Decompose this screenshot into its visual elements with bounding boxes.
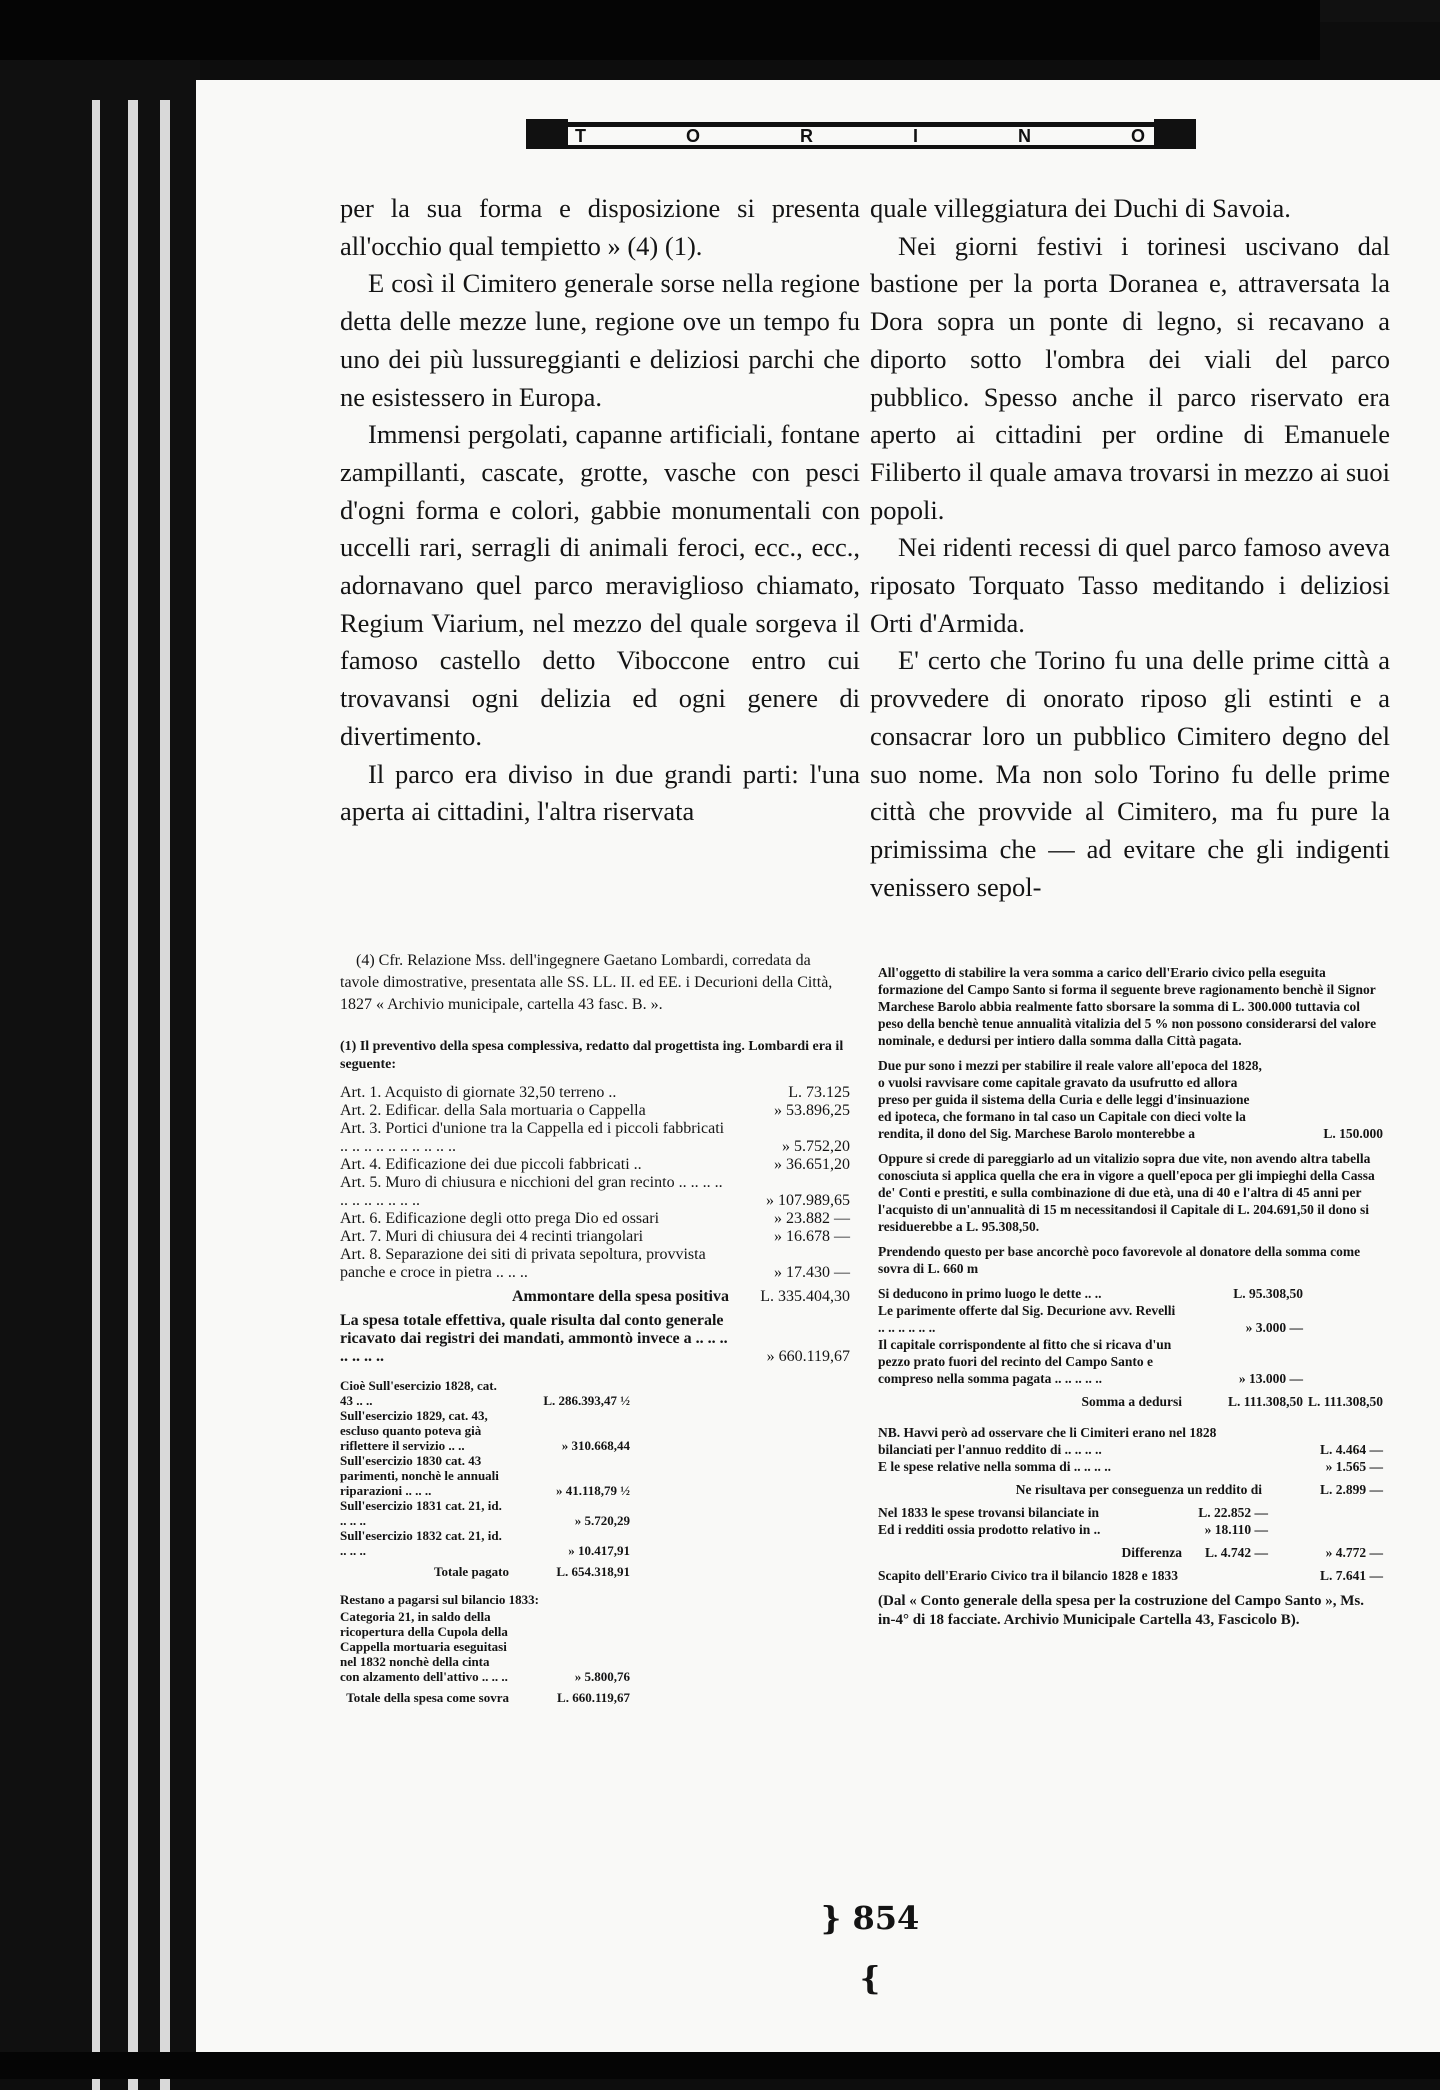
- header-letter: R: [799, 125, 815, 146]
- body-column-left: [340, 190, 860, 831]
- table-row: Le parimente offerte dal Sig. Decurione avv. Revelli .. .. .. .. .. .. » 3.000 —: [878, 1303, 1303, 1335]
- paragraph: Nei ridenti recessi di quel parco famoso aveva riposato Torquato Tasso meditando i deliziosi Orti d'Armida.: [870, 532, 1390, 638]
- table-row: Cioè Sull'esercizio 1828, cat. 43 .. .. L. 286.393,47 ½: [340, 1378, 630, 1408]
- table-row: Sull'esercizio 1831 cat. 21, id. .. .. .. » 5.720,29: [340, 1498, 630, 1528]
- table-row: Due pur sono i mezzi per stabilire il reale valore all'epoca del 1828, o vuolsi ravvisare come capitale gravato da usufrutto ed allora preso per guida il sistema della Curia e delle leggi d'insinuazione ed ipoteca, che formano in tal caso un Capitale con dieci volte la rendita, il dono del Sig. Marchese Barolo monterebbe a L. 150.000: [878, 1058, 1383, 1141]
- table-row: Art. 6. Edificazione degli otto prega Dio ed ossari » 23.882 —: [340, 1210, 850, 1227]
- table-row: Art. 5. Muro di chiusura e nicchioni del gran recinto .. .. .. .. .. .. .. .. .. .. .. » 107.989,65: [340, 1174, 850, 1209]
- scapito-table: [878, 1567, 1383, 1584]
- total-row: Somma a dedursi L. 111.308,50 L. 111.308,50: [1081, 1394, 1383, 1409]
- budget-table: [340, 1084, 850, 1366]
- paragraph: E così il Cimitero generale sorse nella regione detta delle mezze lune, regione ove un tempo fu uno dei più lussureggianti e deliziosi parchi che ne esistessero in Europa.: [340, 268, 860, 412]
- table-row: Ed i redditi ossia prodotto relativo in .. » 18.110 —: [878, 1522, 1268, 1537]
- paragraph: Nei giorni festivi i torinesi uscivano dal bastione per la porta Doranea e, attraversata la Dora sopra un ponte di legno, si recavano a diporto sotto l'ombra dei viali del parco pubblico. Spesso anche il parco riservato era aperto ai cittadini per ordine di Emanuele Filiberto il quale amava trovarsi in mezzo ai suoi popoli.: [870, 230, 1390, 525]
- header-letter: N: [1017, 125, 1033, 146]
- table-row: Art. 2. Edificar. della Sala mortuaria o Cappella » 53.896,25: [340, 1102, 850, 1119]
- footnotes-left: [340, 950, 850, 1711]
- scan-edge-stripe: [160, 100, 170, 2090]
- total-row: Ne risultava per conseguenza un reddito di L. 2.899 —: [1015, 1482, 1383, 1497]
- revenue-table: [878, 1424, 1383, 1504]
- table-row: Categoria 21, in saldo della ricopertura della Cupola della Cappella mortuaria eseguitasi nel 1832 nonchè della cinta con alzamento dell'attivo .. .. .. » 5.800,76: [340, 1609, 630, 1684]
- table-row: Art. 4. Edificazione dei due piccoli fabbricati .. » 36.651,20: [340, 1156, 850, 1173]
- page-number: } 854 {: [820, 1899, 920, 1997]
- table-row: Nel 1833 le spese trovansi bilanciate in L. 22.852 —: [878, 1505, 1268, 1520]
- footnote-4: (4) Cfr. Relazione Mss. dell'ingegnere Gaetano Lombardi, corredata da tavole dimostrative, presentata alle SS. LL. II. ed EE. i Decurioni della Città, 1827 « Archivio municipale, cartella 43 fasc. B. ».: [340, 952, 833, 1013]
- remaining-table: [340, 1609, 630, 1711]
- note-paragraph: All'oggetto di stabilire la vera somma a carico dell'Erario civico pella eseguita formazione del Campo Santo si forma il seguente breve ragionamento benchè il Signor Marchese Barolo abbia realmente fatto sborsare la somma di L. 300.000 tuttavia col peso della benchè tenue annualità vitalizia del 5 % non possono considerarsi del valore nominale, e dedursi per intiero dalla somma dalla Città pagata.: [878, 965, 1377, 1048]
- paragraph: E' certo che Torino fu una delle prime città a provvedere di onorato riposo gli estinti e a consacrar loro un pubblico Cimitero degno del suo nome. Ma non solo Torino fu delle prime città che provvide al Cimitero, ma fu pure la primissima che — ad evitare che gli indigenti venissero sepol-: [870, 645, 1390, 902]
- table-row: Sull'esercizio 1830 cat. 43 parimenti, nonchè le annuali riparazioni .. .. .. » 41.118,79 ½: [340, 1453, 630, 1498]
- total-row: Differenza L. 4.742 — » 4.772 —: [1121, 1545, 1383, 1560]
- deductions-table: [878, 1285, 1383, 1416]
- scan-edge-stripe: [128, 100, 138, 2090]
- paragraph: per la sua forma e disposizione si presenta all'occhio qual tempietto » (4) (1).: [340, 193, 860, 261]
- remaining-intro: Restano a pagarsi sul bilancio 1833:: [340, 1592, 539, 1607]
- note-paragraph: Prendendo questo per base ancorchè poco favorevole al donatore della somma come sovra di L. 660 m: [878, 1244, 1361, 1276]
- scan-top-right-border: [1320, 0, 1440, 22]
- paragraph: Il parco era diviso in due grandi parti: l'una aperta ai cittadini, l'altra riservata: [340, 758, 860, 827]
- table-row: NB. Havvi però ad osservare che li Cimiteri erano nel 1828 bilanciati per l'annuo reddito di .. .. .. .. L. 4.464 —: [878, 1425, 1383, 1457]
- table-row: Il capitale corrispondente al fitto che si ricava d'un pezzo prato fuori del recinto del Campo Santo e compreso nella somma pagata .. .. .. .. .. » 13.000 —: [878, 1337, 1303, 1386]
- header-ornament-left: [526, 119, 568, 145]
- donation-value-table: [878, 1057, 1383, 1142]
- scan-left-border: [0, 60, 200, 2079]
- note-paragraph: Oppure si crede di pareggiarlo ad un vitalizio sopra due vite, non avendo altra tabella conosciuta si applica quella che era in vigore a quell'epoca per gli impieghi della Cassa de' Conti e prestiti, e sulla combinazione di due età, una di 40 e l'altra di 45 anni per l'acquisto di un'annualità di 15 m necessitandosi il Capitale di L. 204.691,50 il dono si residuerebbe a L. 95.308,50.: [878, 1151, 1375, 1234]
- body-column-right: [870, 190, 1390, 906]
- total-row: Ammontare della spesa positiva L. 335.404,30: [511, 1288, 850, 1305]
- table-row: Art. 3. Portici d'unione tra la Cappella ed i piccoli fabbricati .. .. .. .. .. .. .. .. .. .. » 5.752,20: [340, 1120, 850, 1155]
- table-row: Sull'esercizio 1829, cat. 43, escluso quanto poteva già riflettere il servizio .. .. » 310.668,44: [340, 1408, 630, 1453]
- table-row: La spesa totale effettiva, quale risulta dal conto generale ricavato dai registri dei mandati, ammontò invece a .. .. .. .. .. .. .. » 660.119,67: [340, 1312, 850, 1365]
- table-row: E le spese relative nella somma di .. .. .. .. » 1.565 —: [878, 1459, 1383, 1474]
- scan-edge-stripe: [92, 100, 100, 2090]
- table-row: Art. 7. Muri di chiusura dei 4 recinti triangolari » 16.678 —: [340, 1228, 850, 1245]
- header-ornament-right: [1154, 119, 1196, 145]
- footnote-1-intro: (1) Il preventivo della spesa complessiva, redatto dal progettista ing. Lombardi era il seguente:: [340, 1039, 844, 1072]
- table-row: Art. 8. Separazione dei siti di privata sepoltura, provvista panche e croce in pietra .. .. .. » 17.430 —: [340, 1246, 850, 1281]
- header-letter: O: [1130, 125, 1147, 146]
- footnotes-right: [878, 964, 1383, 1638]
- header-letter: O: [685, 125, 702, 146]
- total-row: Totale della spesa come sovra L. 660.119,67: [346, 1690, 630, 1705]
- total-row: Totale pagato L. 654.318,91: [434, 1564, 630, 1579]
- table-row: Si deducono in primo luogo le dette .. .. L. 95.308,50: [878, 1286, 1303, 1301]
- header-letter: I: [912, 125, 920, 146]
- source-citation: (Dal « Conto generale della spesa per la costruzione del Campo Santo », Ms. in-4° di 18 facciate. Archivio Municipale Cartella 43, Fascicolo B).: [878, 1593, 1364, 1628]
- running-header: [526, 122, 1196, 149]
- scan-top-border: [0, 0, 1320, 60]
- balance-1833-table: [878, 1504, 1383, 1567]
- paragraph: quale villeggiatura dei Duchi di Savoia.: [870, 193, 1291, 223]
- table-row: Art. 1. Acquisto di giornate 32,50 terreno .. L. 73.125: [340, 1084, 850, 1101]
- scan-bottom-border: [0, 2052, 1440, 2079]
- table-row: Sull'esercizio 1832 cat. 21, id. .. .. .. » 10.417,91: [340, 1528, 630, 1558]
- header-letter: T: [574, 125, 588, 146]
- yearly-payments-table: [340, 1378, 630, 1585]
- table-row: Scapito dell'Erario Civico tra il bilancio 1828 e 1833 L. 7.641 —: [878, 1568, 1383, 1583]
- paragraph: Immensi pergolati, capanne artificiali, fontane zampillanti, cascate, grotte, vasche con pesci d'ogni forma e colori, gabbie monumentali con uccelli rari, serragli di animali feroci, ecc., ecc., adornavano quel parco meraviglioso chiamato, Regium Viarium, nel mezzo del quale sorgeva il famoso castello detto Viboccone entro cui trovavansi ogni delizia ed ogni genere di divertimento.: [340, 419, 860, 751]
